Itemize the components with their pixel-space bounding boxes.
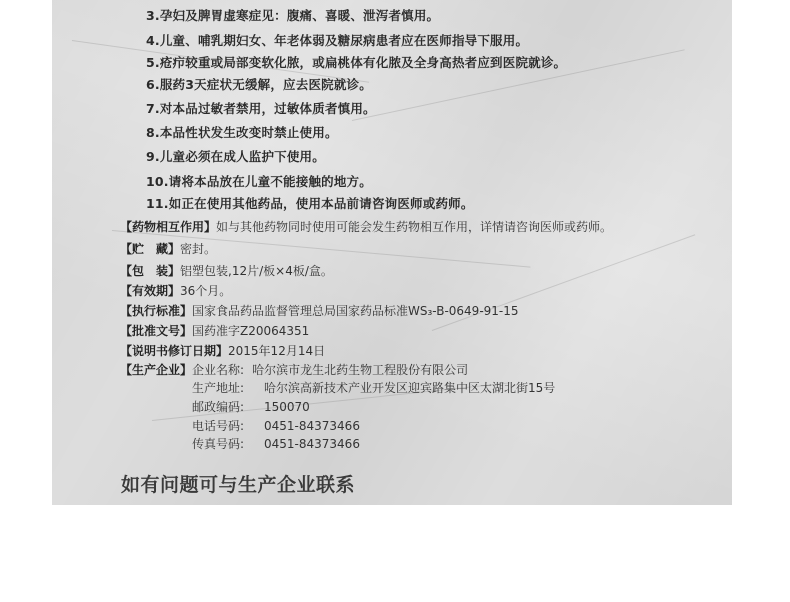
storage-row bbox=[120, 240, 216, 257]
precaution-item-4: 4.儿童、哺乳期妇女、年老体弱及糖尿病患者应在医师指导下服用。 bbox=[146, 33, 529, 48]
phone-row bbox=[192, 417, 360, 434]
standard-value: 国家食品药品监督管理总局国家药品标准WS₃-B-0649-91-15 bbox=[192, 304, 519, 318]
company-name-label: 企业名称: bbox=[192, 363, 245, 377]
phone-value: 0451-84373466 bbox=[264, 419, 360, 433]
precaution-item-3: 3.孕妇及脾胃虚寒症见：腹痛、喜暖、泄泻者慎用。 bbox=[146, 8, 440, 23]
precaution-item-8: 8.本品性状发生改变时禁止使用。 bbox=[146, 125, 338, 140]
package-row bbox=[120, 262, 333, 279]
postcode-label: 邮政编码: bbox=[192, 400, 245, 414]
precaution-item-9: 9.儿童必须在成人监护下使用。 bbox=[146, 149, 325, 164]
precaution-item-7: 7.对本品过敏者禁用，过敏体质者慎用。 bbox=[146, 101, 376, 116]
drug-interaction-row bbox=[120, 218, 612, 235]
validity-row bbox=[120, 282, 231, 299]
contact-manufacturer-note: 如有问题可与生产企业联系 bbox=[121, 474, 356, 496]
manufacturer-label: 【生产企业】 bbox=[120, 363, 193, 377]
storage-label: 【贮 藏】 bbox=[120, 242, 181, 256]
drug-interaction-value: 如与其他药物同时使用可能会发生药物相互作用，详情请咨询医师或药师。 bbox=[216, 220, 613, 234]
fax-row bbox=[192, 435, 360, 452]
address-row bbox=[192, 379, 555, 396]
package-value: 铝塑包装,12片/板×4板/盒。 bbox=[180, 264, 333, 278]
approval-label: 【批准文号】 bbox=[120, 324, 193, 338]
phone-label: 电话号码: bbox=[192, 419, 245, 433]
fax-value: 0451-84373466 bbox=[264, 437, 360, 451]
validity-value: 36个月。 bbox=[180, 284, 232, 298]
precaution-item-6: 6.服药3天症状无缓解，应去医院就诊。 bbox=[146, 77, 372, 92]
address-label: 生产地址: bbox=[192, 381, 245, 395]
package-label: 【包 装】 bbox=[120, 264, 181, 278]
revision-date-label: 【说明书修订日期】 bbox=[120, 344, 229, 358]
revision-date-value: 2015年12月14日 bbox=[228, 344, 326, 358]
drug-interaction-label: 【药物相互作用】 bbox=[120, 220, 217, 234]
fax-label: 传真号码: bbox=[192, 437, 245, 451]
manufacturer-row bbox=[120, 361, 468, 378]
precaution-item-5: 5.疮疖较重或局部变软化脓，或扁桃体有化脓及全身高热者应到医院就诊。 bbox=[146, 55, 567, 70]
postcode-value: 150070 bbox=[264, 400, 310, 414]
approval-row bbox=[120, 322, 309, 339]
company-name-value: 哈尔滨市龙生北药生物工程股份有限公司 bbox=[252, 363, 469, 377]
postcode-row bbox=[192, 398, 310, 415]
standard-row bbox=[120, 302, 519, 319]
address-value: 哈尔滨高新技术产业开发区迎宾路集中区太湖北街15号 bbox=[264, 381, 556, 395]
approval-value: 国药准字Z20064351 bbox=[192, 324, 310, 338]
revision-date-row bbox=[120, 342, 325, 359]
precaution-item-10: 10.请将本品放在儿童不能接触的地方。 bbox=[146, 174, 372, 189]
standard-label: 【执行标准】 bbox=[120, 304, 193, 318]
storage-value: 密封。 bbox=[180, 242, 217, 256]
precaution-item-11: 11.如正在使用其他药品，使用本品前请咨询医师或药师。 bbox=[146, 196, 474, 211]
validity-label: 【有效期】 bbox=[120, 284, 181, 298]
